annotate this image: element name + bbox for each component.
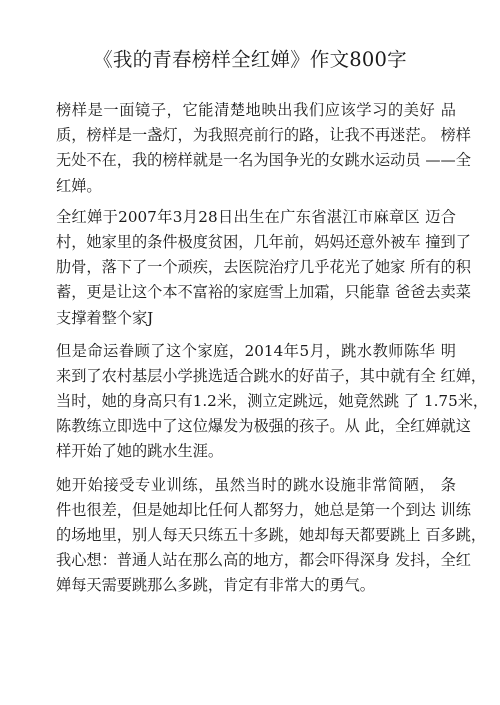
paragraph-1 <box>56 98 471 199</box>
paragraph-spacer <box>56 465 456 473</box>
document-title: 《我的青春榜样全红婵》作文800字 <box>93 48 407 71</box>
text-line: 红婵。 <box>56 176 102 195</box>
text-line: 但是命运眷顾了这个家庭，2014年5月，跳水教师陈华 明 <box>56 341 456 360</box>
text-line: 陈教练立即选中了这位爆发为极强的孩子。从 此，全红婵就这 <box>56 417 471 436</box>
paragraph-3 <box>56 339 489 465</box>
text-line: 无处不在，我的榜样就是一名为国争光的女跳水运动员 ——全 <box>56 151 471 170</box>
text-line: 全红婵于2007年3月28日出生在广东省湛江市麻章区 迈合 <box>56 207 456 226</box>
paragraph-4 <box>56 473 487 599</box>
essay-body <box>56 98 489 599</box>
text-line: 支撑着整个家J <box>56 308 154 327</box>
text-line: 来到了农村基层小学挑选适合跳水的好苗子，其中就有全 红婵， <box>56 366 487 385</box>
text-line: 榜样是一面镜子，它能清楚地映出我们应该学习的美好 品 <box>56 101 456 119</box>
text-line: 婵每天需要跳那么多跳，肯定有非常大的勇气。 <box>56 576 375 595</box>
text-line: 的场地里，别人每天只练五十多跳，她却每天都要跳上 百多跳， <box>56 526 487 544</box>
paragraph-2 <box>56 205 471 331</box>
text-line: 当时，她的身高只有1.2米，测立定跳远，她竟然跳 了 1.75米， <box>56 392 489 411</box>
text-line: 村，她家里的条件极度贫困，几年前，妈妈还意外被车 撞到了 <box>56 232 471 251</box>
text-line: 件也很差，但是她却比任何人都努力，她总是第一个到达 训练 <box>56 500 471 519</box>
text-line: 肋骨，落下了一个顽疾，去医院治疗几乎花光了她家 所有的积 <box>56 258 471 277</box>
text-line: 她开始接受专业训练，虽然当时的跳水设施非常简陋， 条 <box>56 475 456 494</box>
text-line: 我心想：普通人站在那么高的地方，都会吓得深身 发抖，全红 <box>56 551 471 570</box>
text-line: 样开始了她的跳水生涯。 <box>56 442 224 461</box>
paragraph-spacer <box>56 331 456 339</box>
text-line: 蓄，更是让这个本不富裕的家庭雪上加霜，只能靠 爸爸去卖菜 <box>56 283 471 302</box>
text-line: 质，榜样是一盏灯，为我照亮前行的路，让我不再迷茫。 榜样 <box>56 126 471 145</box>
